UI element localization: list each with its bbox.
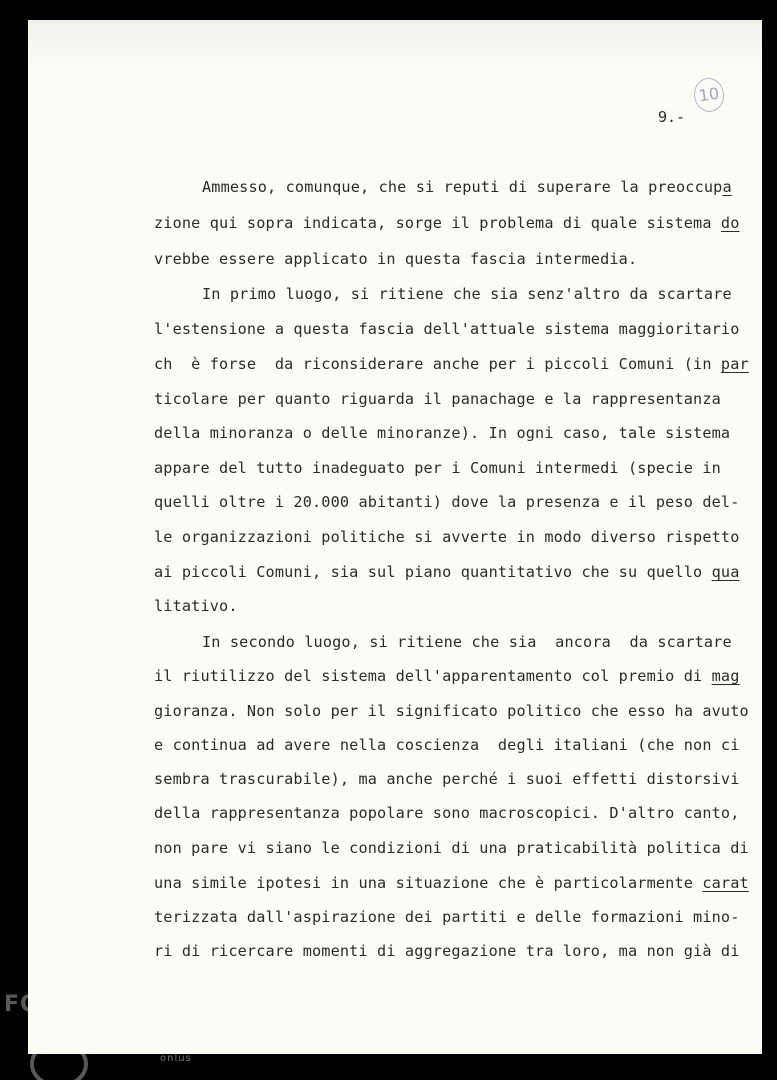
text-line: [202, 178, 732, 196]
line-text: vrebbe essere applicato in questa fascia intermedia.: [154, 250, 638, 268]
watermark-ring-icon: [30, 1040, 88, 1080]
text-line: [202, 285, 732, 303]
underlined-hyphenation: a: [722, 178, 732, 196]
text-line: [154, 736, 740, 754]
page-number: 9.-: [658, 108, 686, 126]
watermark-line-2: CRANIS: [94, 1014, 193, 1039]
line-text: Ammesso, comunque, che si reputi di superare la preoccup: [202, 178, 723, 196]
line-text: zione qui sopra indicata, sorge il problema di quale sistema: [154, 214, 721, 232]
underlined-hyphenation: mag: [711, 667, 740, 685]
text-line: [154, 214, 740, 232]
line-text: ticolare per quanto riguarda il panachage e la rappresentanza: [154, 390, 721, 408]
watermark-line-1: FONDAZIONE: [4, 992, 178, 1017]
page-top-shade: [28, 20, 762, 68]
line-text: l'estensione a questa fascia dell'attuale sistema maggioritario: [154, 320, 740, 338]
line-text: ai piccoli Comuni, sia sul piano quantitativo che su quello: [154, 563, 712, 581]
underlined-hyphenation: do: [720, 214, 740, 232]
text-line: [154, 528, 740, 546]
line-text: sembra trascurabile), ma anche perché i suoi effetti distorsivi: [154, 770, 740, 788]
archive-watermark-logo: [4, 992, 193, 1064]
text-line: [154, 493, 740, 511]
text-line: [154, 597, 238, 615]
line-text: della rappresentanza popolare sono macroscopici. D'altro canto,: [154, 804, 740, 822]
text-line: [154, 908, 740, 926]
text-line: [154, 355, 749, 373]
line-text: una simile ipotesi in una situazione che è particolarmente: [154, 874, 703, 892]
line-text: e continua ad avere nella coscienza degli italiani (che non ci: [154, 736, 740, 754]
text-line: [154, 320, 740, 338]
underlined-hyphenation: par: [720, 355, 749, 373]
line-text: il riutilizzo del sistema dell'apparentamento col premio di: [154, 667, 712, 685]
line-text: della minoranza o delle minoranze). In ogni caso, tale sistema: [154, 424, 731, 442]
text-line: [154, 459, 721, 477]
line-text: In secondo luogo, si ritiene che sia ancora da scartare: [202, 633, 732, 651]
text-line: [154, 942, 740, 960]
line-text: ri di ricercare momenti di aggregazione tra loro, ma non già di: [154, 942, 740, 960]
text-line: [154, 250, 637, 268]
underlined-hyphenation: qua: [711, 563, 740, 581]
text-line: [154, 667, 740, 685]
text-line: [154, 390, 721, 408]
text-line: [202, 633, 732, 651]
line-text: In primo luogo, si ritiene che sia senz'altro da scartare: [202, 285, 732, 303]
text-line: [154, 702, 749, 720]
text-line: [154, 770, 740, 788]
document-page: [28, 20, 762, 1054]
watermark-line-3: onlus: [160, 1053, 192, 1064]
text-line: [154, 424, 730, 442]
archive-page-stamp: 10: [692, 76, 726, 114]
underlined-hyphenation: carat: [702, 874, 749, 892]
line-text: litativo.: [154, 597, 238, 615]
line-text: quelli oltre i 20.000 abitanti) dove la presenza e il peso del-: [154, 493, 740, 511]
line-text: le organizzazioni politiche si avverte in modo diverso rispetto: [154, 528, 740, 546]
text-line: [154, 874, 749, 892]
text-line: [154, 839, 749, 857]
line-text: non pare vi siano le condizioni di una praticabilità politica di: [154, 839, 749, 857]
line-text: ch è forse da riconsiderare anche per i piccoli Comuni (in: [154, 355, 721, 373]
line-text: appare del tutto inadeguato per i Comuni intermedi (specie in: [154, 459, 721, 477]
text-line: [154, 563, 740, 581]
text-line: [154, 804, 740, 822]
line-text: gioranza. Non solo per il significato politico che esso ha avuto: [154, 702, 749, 720]
line-text: terizzata dall'aspirazione dei partiti e delle formazioni mino-: [154, 908, 740, 926]
